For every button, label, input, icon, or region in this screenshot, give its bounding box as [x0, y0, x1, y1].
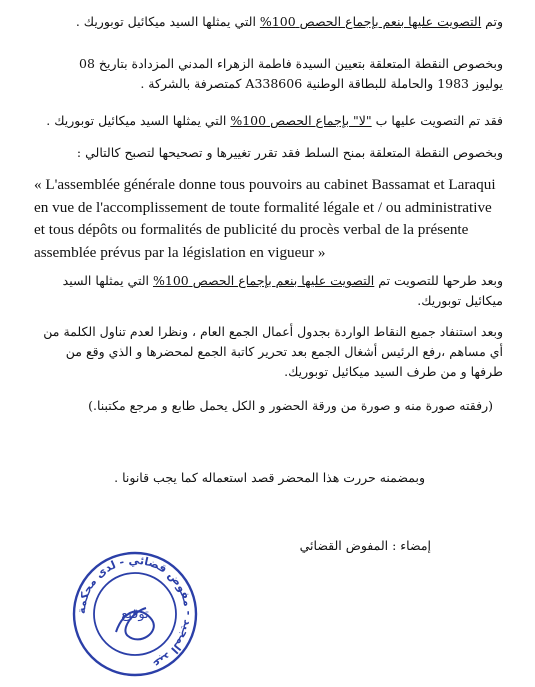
vote3-prefix: وبعد طرحها للتصويت تم: [374, 273, 503, 288]
signature-label-text: إمضاء : المفوض القضائي: [299, 538, 431, 553]
vote2-underlined: "لا" بإجماع الحصص 100%: [230, 113, 372, 128]
attachment-text: (رفقته صورة منه و صورة من ورقة الحضور و الكل يحمل طابع و مرجع مكتبنا.): [88, 398, 493, 413]
paragraph-powers: [25, 143, 503, 163]
bailiff-stamp: [70, 548, 200, 680]
french-resolution: [34, 174, 504, 264]
stamp-ring-text: عبد المجيد - مفوض قضائي - لدى محكمة: [74, 553, 196, 671]
vote3-underlined: التصويت عليها بنعم بإجماع الحصص 100%: [153, 273, 375, 288]
drafted-text: وبمضمنه حررت هذا المحضر قصد استعماله كما يجب قانونا .: [114, 470, 425, 485]
closing-line-3: طرفها و من طرف السيد ميكائيل توبوريك.: [284, 364, 503, 379]
vote-prefix: وتم: [481, 14, 503, 29]
vote2-prefix: فقد تم التصويت عليها ب: [371, 113, 503, 128]
vote3-suffix: التي يمثلها السيد: [62, 273, 153, 288]
appointment-line-1: وبخصوص النقطة المتعلقة بتعيين السيدة فاطمة الزهراء المدني المزدادة بتاريخ 08: [79, 56, 503, 71]
powers-text: وبخصوص النقطة المتعلقة بمنح السلط فقد تقرر تغييرها و تصحيحها لتصبح كالتالي :: [76, 145, 503, 160]
paragraph-attachment: [23, 396, 493, 416]
paragraph-vote-1: [33, 12, 503, 32]
appointment-line-2: يوليوز 1983 والحاملة للبطاقة الوطنية A338606 كمتصرفة بالشركة .: [140, 76, 503, 91]
paragraph-drafted: [45, 468, 425, 488]
vote2-suffix: التي يمثلها السيد ميكائيل توبوريك .: [46, 113, 231, 128]
stamp-center-text: توقيع: [121, 607, 149, 622]
vote3-line-2: ميكائيل توبوريك.: [417, 293, 503, 308]
paragraph-vote-3: [25, 271, 503, 311]
vote-suffix: التي يمثلها السيد ميكائيل توبوريك .: [75, 14, 260, 29]
paragraph-appointment: [25, 54, 503, 94]
vote-underlined: التصويت عليها بنعم بإجماع الحصص 100%: [259, 14, 482, 29]
closing-line-1: وبعد استنفاد جميع النقاط الواردة بجدول أعمال الجمع العام ، ونظرا لعدم تناول الكلمة من: [43, 324, 503, 339]
closing-line-2: أي مساهم ،رفع الرئيس أشغال الجمع بعد تحرير كاتبة الجمع لمحضرها و الذي وقع من: [65, 344, 503, 359]
paragraph-vote-2: [33, 111, 503, 131]
french-resolution-text: « L'assemblée générale donne tous pouvoirs au cabinet Bassamat et Laraqui en vue de l'accomplissement de toute formalité légale et / ou administrative et tous dépôts ou formalités de publicité du procès verbal de la présente assemblée prévus par la législation en vigueur »: [34, 176, 496, 261]
paragraph-closing: [21, 322, 503, 382]
